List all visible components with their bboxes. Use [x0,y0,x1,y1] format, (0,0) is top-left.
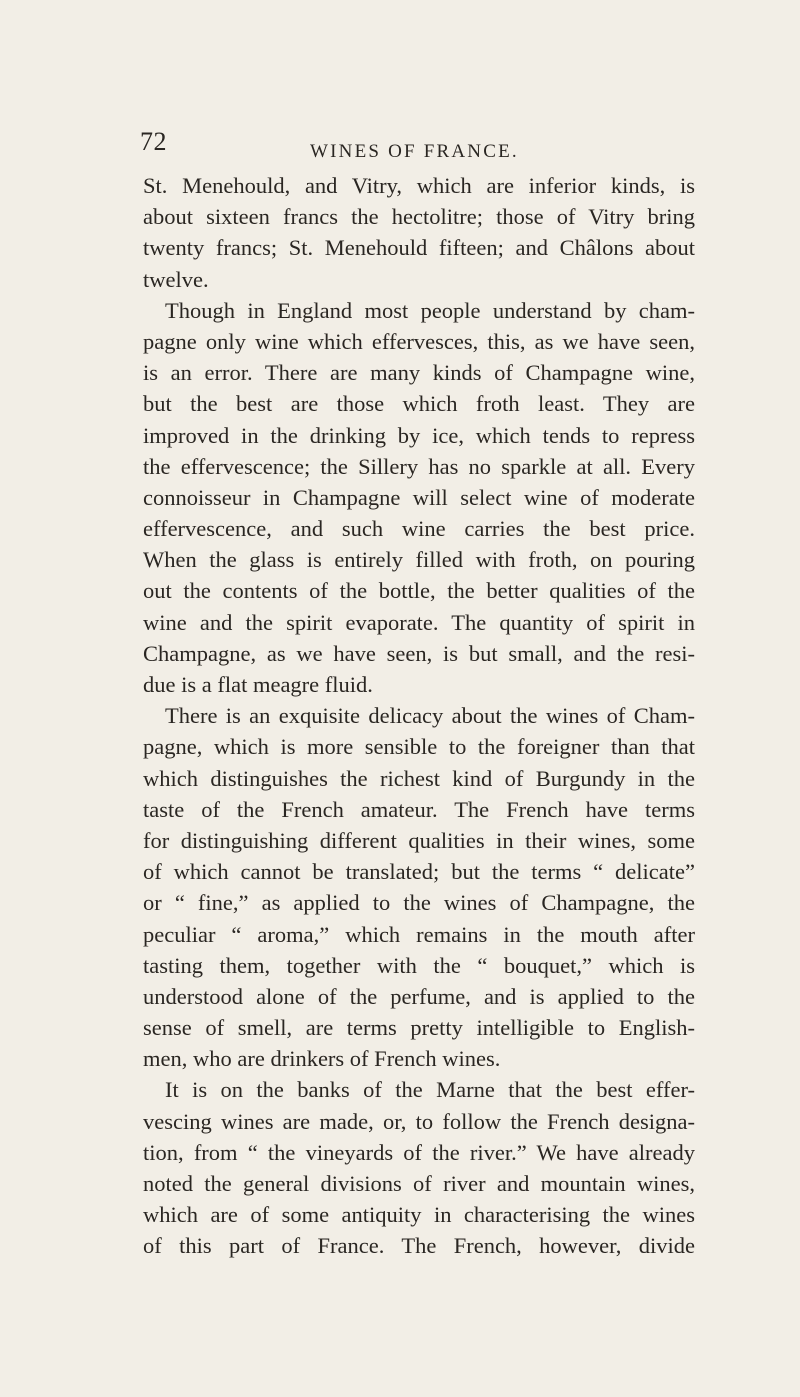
text-line: the effervescence; the Sillery has no sparkle at all. Every [143,453,695,479]
text-line: wine and the spirit evaporate. The quantity of spirit in [143,609,695,635]
text-line: effervescence, and such wine carries the best price. [143,516,695,542]
text-line: tion, from “ the vineyards of the river.” We have already [143,1139,695,1165]
text-line: of this part of France. The French, however, divide [143,1233,695,1259]
text-line: due is a flat meagre fluid. [143,672,373,697]
text-line: which are of some antiquity in characterising the wines [143,1202,695,1228]
text-line: peculiar “ aroma,” which remains in the mouth after [143,921,695,947]
text-line: taste of the French amateur. The French have terms [143,796,695,822]
text-line: Though in England most people understand by cham- [165,297,695,323]
text-line: connoisseur in Champagne will select wine of moderate [143,484,695,510]
text-line: sense of smell, are terms pretty intelligible to English- [143,1015,695,1041]
text-line: There is an exquisite delicacy about the wines of Cham- [165,703,695,729]
text-line: When the glass is entirely filled with froth, on pouring [143,547,695,573]
text-line: Champagne, as we have seen, is but small, and the resi- [143,640,695,666]
text-line: men, who are drinkers of French wines. [143,1046,501,1072]
text-line: twelve. [143,266,209,292]
text-line: or “ fine,” as applied to the wines of Champagne, the [143,890,695,916]
text-line: pagne, which is more sensible to the foreigner than that [143,734,695,760]
text-line: St. Menehould, and Vitry, which are inferior kinds, is [143,173,695,198]
text-line: which distinguishes the richest kind of Burgundy in the [143,765,695,791]
text-line: pagne only wine which effervesces, this, as we have seen, [143,328,695,354]
text-line: about sixteen francs the hectolitre; those of Vitry bring [143,204,695,230]
text-line: of which cannot be translated; but the terms “ delicate” [143,859,695,885]
text-line: noted the general divisions of river and mountain wines, [143,1171,695,1196]
text-line: tasting them, together with the “ bouquet,” which is [143,952,695,978]
text-line: improved in the drinking by ice, which tends to repress [143,422,695,448]
text-line: for distinguishing different qualities in their wines, some [143,827,695,853]
text-line: It is on the banks of the Marne that the best effer- [165,1077,695,1103]
page-number: 72 [140,127,167,156]
body-text [143,170,695,1262]
text-line: is an error. There are many kinds of Champagne wine, [143,360,695,386]
text-line: vescing wines are made, or, to follow the French designa- [143,1108,695,1134]
text-line: understood alone of the perfume, and is applied to the [143,983,695,1009]
text-line: but the best are those which froth least. They are [143,391,695,417]
text-line: twenty francs; St. Menehould fifteen; and Châlons about [143,235,695,261]
running-head: WINES OF FRANCE. [310,141,519,162]
text-line: out the contents of the bottle, the better qualities of the [143,578,695,604]
